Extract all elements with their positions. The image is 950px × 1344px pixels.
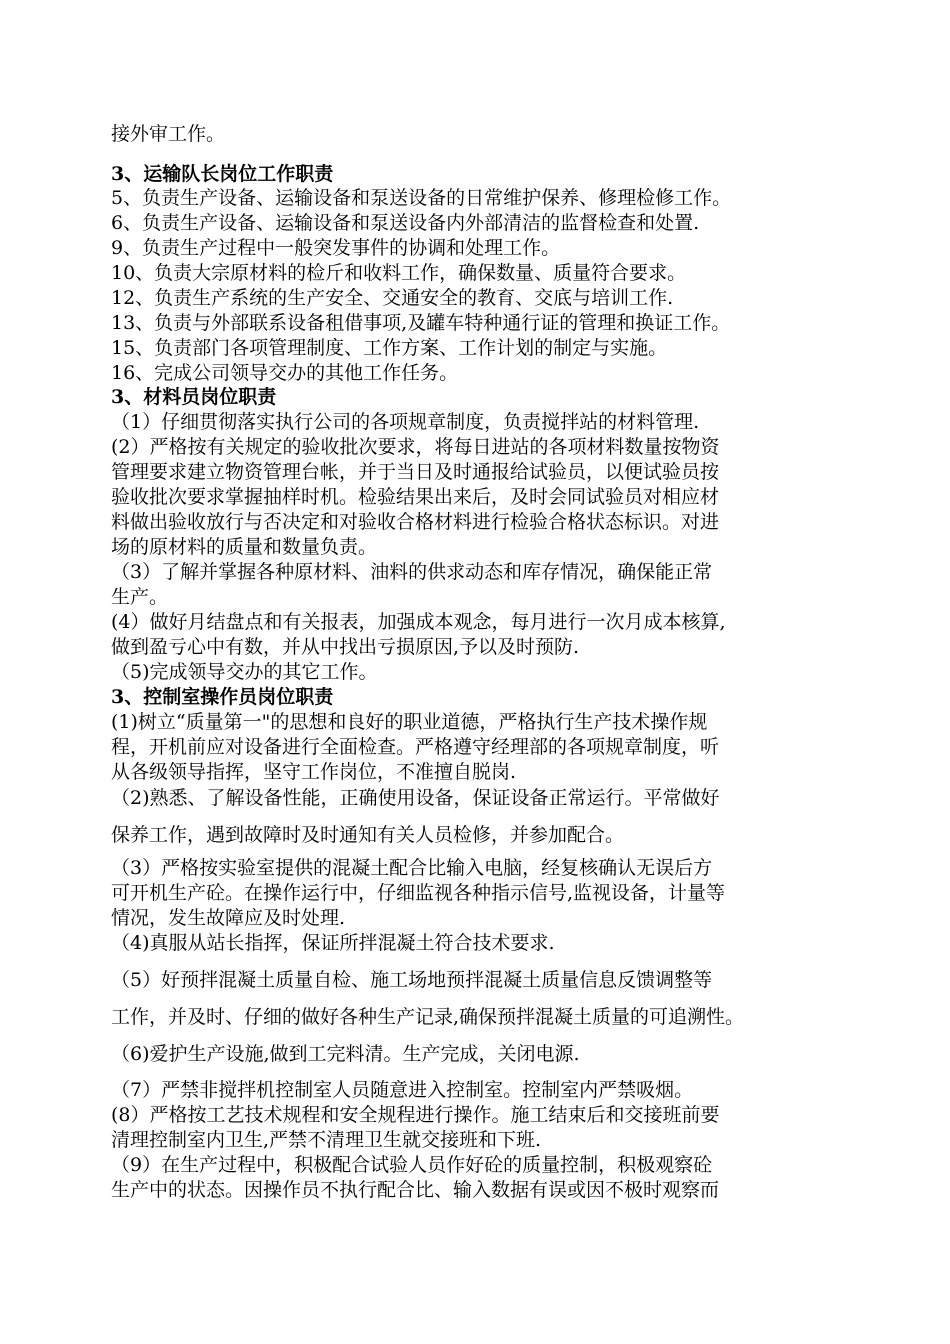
text-line: （2)熟悉、了解设备性能，正确使用设备，保证设备正常运行。平常做好 [111, 787, 720, 809]
text-line: 13、负责与外部联系设备租借事项,及罐车特种通行证的管理和换证工作。 [111, 312, 731, 334]
section-heading: 3、运输队长岗位工作职责 [111, 163, 334, 185]
section-heading: 3、材料员岗位职责 [111, 386, 277, 408]
text-line: 5、负责生产设备、运输设备和泵送设备的日常维护保养、修理检修工作。 [111, 187, 732, 209]
text-line: 程，开机前应对设备进行全面检查。严格遵守经理部的各项规章制度，听 [111, 736, 720, 758]
text-line: 可开机生产砼。在操作运行中，仔细监视各种指示信号,监视设备，计量等 [111, 882, 726, 904]
text-line: 工作，并及时、仔细的做好各种生产记录,确保预拌混凝土质量的可追溯性。 [111, 1006, 745, 1028]
text-line: 16、完成公司领导交办的其他工作任务。 [111, 362, 459, 384]
text-line: 清理控制室内卫生,严禁不清理卫生就交接班和下班. [111, 1129, 542, 1151]
text-line: 保养工作，遇到故障时及时通知有关人员检修，并参加配合。 [111, 824, 625, 846]
text-line: （4)真服从站长指挥，保证所拌混凝土符合技术要求. [111, 932, 555, 954]
text-line: 生产。 [111, 586, 169, 608]
text-line: (4）做好月结盘点和有关报表，加强成本观念，每月进行一次月成本核算, [111, 611, 726, 633]
text-line: 12、负责生产系统的生产安全、交通安全的教育、交底与培训工作. [111, 287, 674, 309]
text-line: 接外审工作。 [111, 123, 226, 145]
text-line: （3）严格按实验室提供的混凝土配合比输入电脑，经复核确认无误后方 [111, 857, 713, 879]
text-line: （5）好预拌混凝土质量自检、施工场地预拌混凝土质量信息反馈调整等 [111, 969, 713, 991]
text-line: 料做出验收放行与否决定和对验收合格材料进行检验合格状态标识。对进 [111, 511, 720, 533]
text-line: （1）仔细贯彻落实执行公司的各项规章制度，负责搅拌站的材料管理. [111, 411, 700, 433]
text-line: 10、负责大宗原材料的检斤和收料工作，确保数量、质量符合要求。 [111, 262, 687, 284]
text-line: 管理要求建立物资管理台帐，并于当日及时通报给试验员，以便试验员按 [111, 461, 720, 483]
text-line: 情况，发生故障应及时处理. [111, 907, 346, 929]
text-line: 6、负责生产设备、运输设备和泵送设备内外部清洁的监督检查和处置. [111, 212, 700, 234]
text-line: （5)完成领导交办的其它工作。 [111, 661, 378, 683]
text-line: （6)爱护生产设施,做到工完料清。生产完成，关闭电源. [111, 1043, 580, 1065]
section-heading: 3、控制室操作员岗位职责 [111, 686, 334, 708]
text-line: （3）了解并掌握各种原材料、油料的供求动态和库存情况，确保能正常 [111, 561, 713, 583]
text-line: (8）严格按工艺技术规程和安全规程进行操作。施工结束后和交接班前要 [111, 1104, 720, 1126]
text-line: (2）严格按有关规定的验收批次要求，将每日进站的各项材料数量按物资 [111, 436, 720, 458]
text-line: （7）严禁非搅拌机控制室人员随意进入控制室。控制室内严禁吸烟。 [111, 1079, 694, 1101]
text-line: 验收批次要求掌握抽样时机。检验结果出来后，及时会同试验员对相应材 [111, 486, 720, 508]
text-line: 9、负责生产过程中一般突发事件的协调和处理工作。 [111, 237, 561, 259]
text-line: 做到盈亏心中有数，并从中找出亏损原因,予以及时预防. [111, 636, 580, 658]
text-line: (1)树立“质量第一"的思想和良好的职业道德，严格执行生产技术操作规 [111, 711, 708, 733]
text-line: 从各级领导指挥，坚守工作岗位，不准擅自脱岗. [111, 761, 517, 783]
text-line: 场的原材料的质量和数量负责。 [111, 536, 378, 558]
text-line: （9）在生产过程中，积极配合试验人员作好砼的质量控制，积极观察砼 [111, 1154, 713, 1176]
text-line: 15、负责部门各项管理制度、工作方案、工作计划的制定与实施。 [111, 337, 668, 359]
text-line: 生产中的状态。因操作员不执行配合比、输入数据有误或因不极时观察而 [111, 1179, 720, 1201]
